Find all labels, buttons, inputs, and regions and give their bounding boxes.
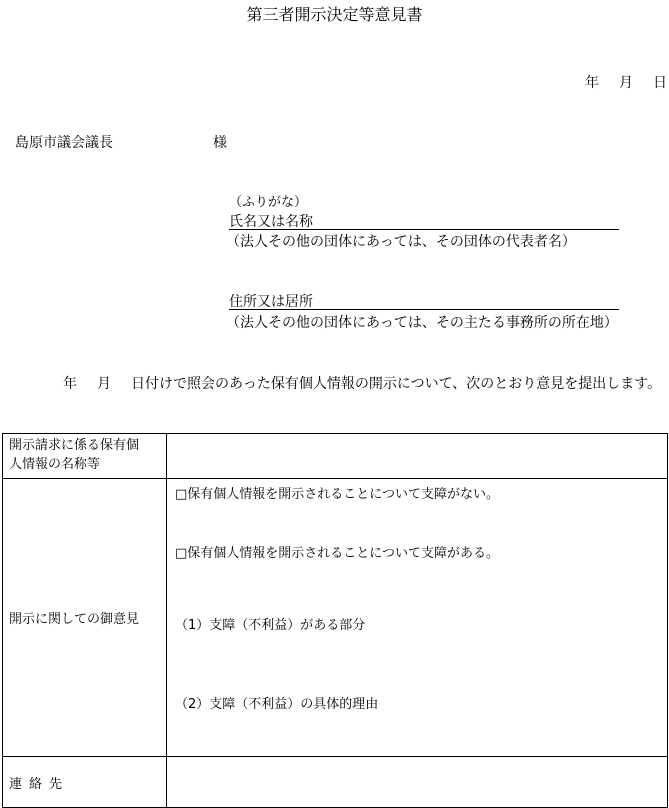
opinion-label: 開示に関しての御意見 — [9, 612, 140, 627]
furigana-label: （ふりがな） — [229, 195, 308, 210]
no-issue-checkbox[interactable]: □保有個人情報を開示されることについて支障がない。 — [175, 487, 500, 502]
address-label: 住所又は居所 — [229, 294, 313, 310]
date-year-label: 年 — [585, 75, 599, 91]
issue-part-item: （1）支障（不利益）がある部分 — [175, 618, 366, 633]
address-field[interactable] — [229, 309, 619, 310]
document-title: 第三者開示決定等意見書 — [246, 5, 423, 24]
body-year-label: 年 — [63, 376, 77, 392]
body-sentence: 日付けで照会のあった保有個人情報の開示について、次のとおり意見を提出します。 — [131, 376, 662, 392]
issue-reason-item: （2）支障（不利益）の具体的理由 — [175, 697, 379, 712]
table-row — [3, 434, 668, 479]
addressee: 島原市議会議長 — [15, 135, 113, 151]
contact-label: 連絡先 — [9, 776, 70, 792]
opinion-table — [2, 433, 668, 808]
contact-label-cell — [3, 757, 167, 808]
opinion-label-cell — [3, 479, 167, 757]
honorific: 様 — [213, 135, 227, 151]
issue-checkbox[interactable]: □保有個人情報を開示されることについて支障がある。 — [175, 546, 500, 561]
info-name-field[interactable] — [167, 434, 668, 479]
name-field[interactable] — [229, 229, 619, 230]
contact-field[interactable] — [167, 757, 668, 808]
info-name-label-line1: 開示請求に係る保有個 — [9, 438, 140, 453]
table-row — [3, 757, 668, 808]
body-text — [63, 373, 661, 393]
date-day-label: 日 — [653, 75, 667, 91]
date-line — [585, 72, 667, 92]
info-name-label-cell — [3, 434, 167, 479]
info-name-label-line2: 人情報の名称等 — [9, 457, 101, 472]
date-month-label: 月 — [619, 75, 633, 91]
table-row — [3, 479, 668, 757]
address-note: （法人その他の団体にあっては、その主たる事務所の所在地） — [226, 315, 618, 331]
name-note: （法人その他の団体にあっては、その団体の代表者名） — [226, 234, 576, 250]
opinion-cell — [167, 479, 668, 757]
body-month-label: 月 — [97, 376, 111, 392]
name-label: 氏名又は名称 — [229, 214, 313, 230]
